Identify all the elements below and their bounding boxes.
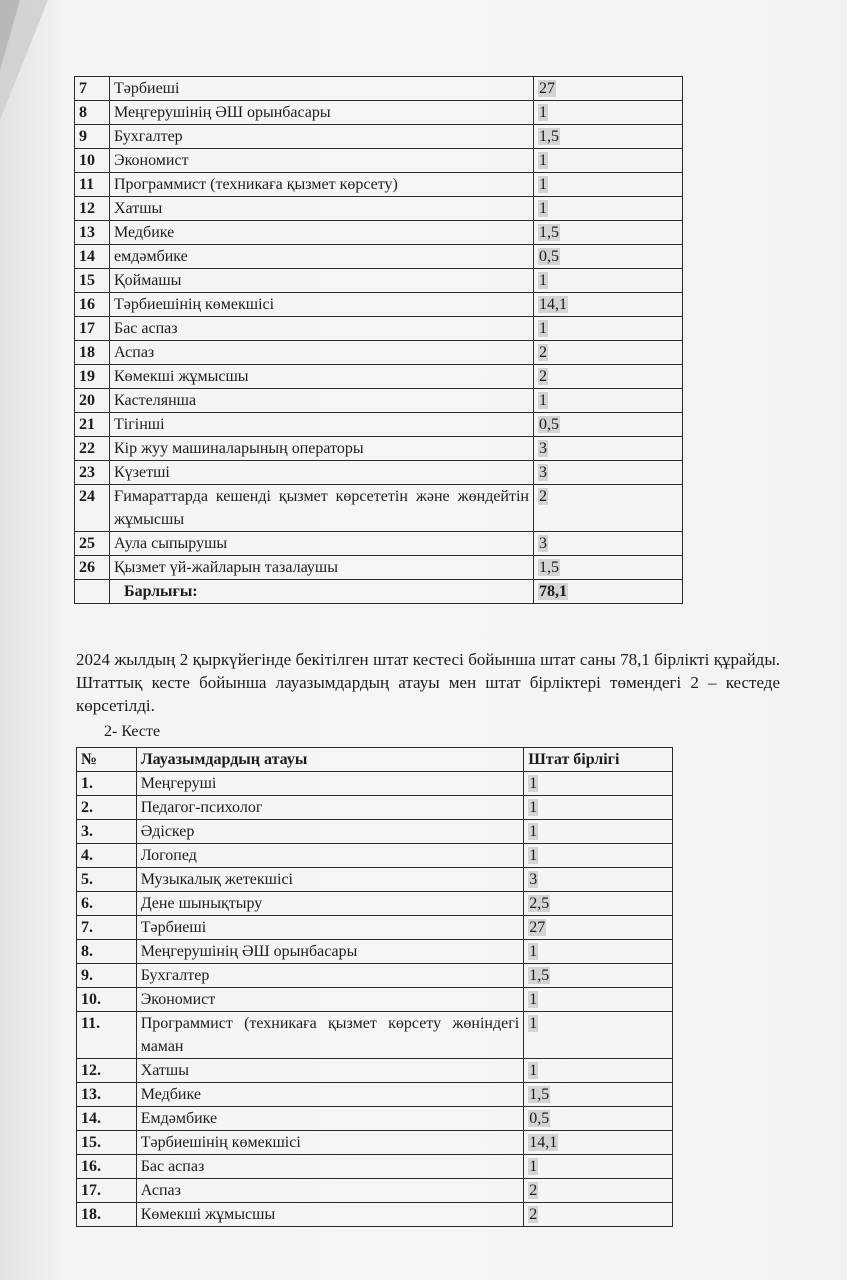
header-position-name: Лауазымдардың атауы [136,748,524,772]
staff-units-cell [524,1203,673,1227]
position-name: Ғимараттарда кешенді қызмет көрсететін және жөндейтін жұмысшы [110,485,534,532]
header-staff-units: Штат бірлігі [524,748,673,772]
staff-units-value: 1 [529,991,538,1008]
table-row [75,485,683,532]
table-row [77,1059,673,1083]
table-row [75,293,683,317]
row-number: 17. [77,1179,137,1203]
row-number: 10 [75,149,110,173]
total-row [75,580,683,604]
staff-units-value: 1 [539,176,547,193]
staff-units-cell [524,1059,673,1083]
row-number: 22 [75,437,110,461]
row-number: 19 [75,365,110,389]
staff-units-value: 1 [529,943,538,960]
staff-units-cell [524,940,673,964]
table-row [75,269,683,293]
table-caption: 2- Кесте [104,723,161,740]
staff-units-value: 27 [539,80,555,97]
staff-units-cell [524,1179,673,1203]
position-name: Программист (техникаға қызмет көрсету жөніндегі маман [136,1012,524,1059]
table-row [75,437,683,461]
row-number: 16. [77,1155,137,1179]
row-number: 13 [75,221,110,245]
row-number: 23 [75,461,110,485]
total-cell [534,580,683,604]
table-row [77,796,673,820]
staff-units-value: 2 [529,1182,538,1199]
staff-units-value: 1 [529,823,538,840]
staff-units-cell [534,485,683,532]
row-number: 10. [77,988,137,1012]
table-row [77,916,673,940]
total-value: 78,1 [539,583,567,600]
table-row [75,365,683,389]
row-number: 14. [77,1107,137,1131]
staff-units-value: 1 [529,1062,538,1079]
row-number: 20 [75,389,110,413]
header-number: № [77,748,137,772]
position-name: Логопед [136,844,524,868]
staff-units-value: 1 [529,1158,538,1175]
position-name: Аула сыпырушы [110,532,534,556]
table-row [75,532,683,556]
row-number: 4. [77,844,137,868]
table-row [77,964,673,988]
table-row [75,221,683,245]
row-number: 6. [77,892,137,916]
position-name: Кір жуу машиналарының операторы [110,437,534,461]
staff-units-cell [534,293,683,317]
position-name: Емдәмбике [136,1107,524,1131]
row-number: 14 [75,245,110,269]
table-row [75,197,683,221]
position-name: Меңгерушінің ӘШ орынбасары [136,940,524,964]
staff-units-value: 0,5 [529,1110,550,1127]
staff-units-cell [534,149,683,173]
table-row [77,1107,673,1131]
table-row [75,461,683,485]
staff-table-body [75,77,683,604]
staff-units-value: 1 [539,200,547,217]
staff-units-cell [524,1155,673,1179]
position-name: Экономист [136,988,524,1012]
folded-corner [0,0,20,70]
staff-units-value: 1,5 [539,559,559,576]
staff-units-cell [534,221,683,245]
position-name: Программист (техникаға қызмет көрсету) [110,173,534,197]
table-row [75,245,683,269]
staff-units-cell [524,772,673,796]
staff-units-cell [534,461,683,485]
table-row [77,868,673,892]
position-name: Аспаз [136,1179,524,1203]
row-number: 9 [75,125,110,149]
position-name: Музыкалық жетекшісі [136,868,524,892]
staff-units-value: 1 [539,272,547,289]
table-row [75,101,683,125]
staff-units-cell [524,820,673,844]
staff-units-value: 3 [529,871,538,888]
row-number: 7. [77,916,137,940]
staff-units-cell [524,964,673,988]
table-row [75,149,683,173]
position-name: Бухгалтер [136,964,524,988]
row-number: 8. [77,940,137,964]
staff-units-cell [534,77,683,101]
staff-units-cell [534,101,683,125]
position-name: Тәрбиешінің көмекшісі [136,1131,524,1155]
staff-units-cell [524,1083,673,1107]
row-number: 9. [77,964,137,988]
position-name: Көмекші жұмысшы [136,1203,524,1227]
staff-units-value: 2 [539,368,547,385]
table-row [77,892,673,916]
staff-units-value: 1 [539,152,547,169]
staff-units-cell [534,413,683,437]
table-row [75,125,683,149]
row-number: 2. [77,796,137,820]
staff-units-value: 0,5 [539,416,559,433]
staff-units-cell [524,1131,673,1155]
staff-units-cell [534,341,683,365]
staff-units-value: 2 [539,344,547,361]
staff-units-value: 1 [539,392,547,409]
table-header-row [77,748,673,772]
position-name: Педагог-психолог [136,796,524,820]
staff-units-cell [534,317,683,341]
position-name: Хатшы [136,1059,524,1083]
total-label: Барлығы: [110,580,534,604]
staff-units-cell [534,173,683,197]
row-number: 16 [75,293,110,317]
staff-units-value: 14,1 [529,1134,558,1151]
row-number: 25 [75,532,110,556]
staff-units-cell [534,365,683,389]
position-name: Меңгерушінің ӘШ орынбасары [110,101,534,125]
row-number: 18. [77,1203,137,1227]
staff-units-cell [534,532,683,556]
staff-units-cell [534,269,683,293]
table-row [77,1083,673,1107]
staff-units-value: 3 [539,535,547,552]
table-row [75,77,683,101]
row-number: 1. [77,772,137,796]
staff-units-value: 1,5 [529,1086,550,1103]
staff-units-value: 1 [529,847,538,864]
staff-units-cell [534,245,683,269]
staff-units-cell [524,868,673,892]
row-number: 13. [77,1083,137,1107]
staff-units-value: 3 [539,464,547,481]
row-number: 15. [77,1131,137,1155]
staff-units-value: 1 [539,104,547,121]
position-name: Экономист [110,149,534,173]
positions-table-body [77,748,673,1227]
row-number: 12 [75,197,110,221]
staff-units-cell [534,125,683,149]
staff-units-value: 3 [539,440,547,457]
total-empty-cell [75,580,110,604]
table-row [75,173,683,197]
position-name: Хатшы [110,197,534,221]
position-name: емдәмбике [110,245,534,269]
position-name: Бухгалтер [110,125,534,149]
position-name: Күзетші [110,461,534,485]
staff-units-cell [534,197,683,221]
table-row [75,389,683,413]
position-name: Дене шынықтыру [136,892,524,916]
row-number: 11 [75,173,110,197]
row-number: 11. [77,1012,137,1059]
staff-units-value: 1,5 [539,224,559,241]
position-name: Тәрбиеші [136,916,524,940]
staff-units-value: 2 [539,488,547,505]
position-name: Аспаз [110,341,534,365]
position-name: Бас аспаз [110,317,534,341]
table-row [77,988,673,1012]
position-name: Медбике [136,1083,524,1107]
table-row [77,820,673,844]
table-row [75,556,683,580]
position-name: Кастелянша [110,389,534,413]
table-row [77,940,673,964]
staff-units-value: 1 [539,320,547,337]
row-number: 15 [75,269,110,293]
staff-units-cell [534,389,683,413]
row-number: 8 [75,101,110,125]
row-number: 24 [75,485,110,532]
position-name: Көмекші жұмысшы [110,365,534,389]
staff-units-value: 2 [529,1206,538,1223]
table-row [77,1012,673,1059]
table-row [75,413,683,437]
staff-units-value: 14,1 [539,296,567,313]
staff-units-value: 0,5 [539,248,559,265]
staff-units-cell [524,916,673,940]
row-number: 12. [77,1059,137,1083]
staff-units-value: 1,5 [539,128,559,145]
row-number: 18 [75,341,110,365]
staff-units-cell [534,437,683,461]
position-name: Тәрбиешінің көмекшісі [110,293,534,317]
table-row [77,1155,673,1179]
row-number: 26 [75,556,110,580]
position-name: Тәрбиеші [110,77,534,101]
row-number: 3. [77,820,137,844]
staff-units-cell [524,1012,673,1059]
table-row [77,844,673,868]
position-name: Әдіскер [136,820,524,844]
staff-units-value: 27 [529,919,546,936]
table-row [77,772,673,796]
positions-table [76,747,673,1227]
table-row [75,317,683,341]
staff-units-value: 1 [529,775,538,792]
position-name: Меңгеруші [136,772,524,796]
table-row [77,1131,673,1155]
staff-units-cell [524,1107,673,1131]
staff-units-cell [524,844,673,868]
table-row [77,1179,673,1203]
row-number: 17 [75,317,110,341]
row-number: 21 [75,413,110,437]
staff-units-cell [524,892,673,916]
staff-units-value: 1 [529,1015,538,1032]
position-name: Қоймашы [110,269,534,293]
position-name: Медбике [110,221,534,245]
table-row [77,1203,673,1227]
staff-units-cell [534,556,683,580]
row-number: 7 [75,77,110,101]
position-name: Бас аспаз [136,1155,524,1179]
staff-units-value: 2,5 [529,895,550,912]
table-row [75,341,683,365]
body-paragraph: 2024 жылдың 2 қыркүйегінде бекітілген штат кестесі бойынша штат саны 78,1 бірлікті құрайды. Штаттық кесте бойынша лауазымдардың атауы мен штат бірліктері төмендегі 2 – кестеде көрсетілді. [76,650,780,715]
staff-units-value: 1,5 [529,967,550,984]
row-number: 5. [77,868,137,892]
staff-table-continued [74,76,683,604]
position-name: Қызмет үй-жайларын тазалаушы [110,556,534,580]
position-name: Тігінші [110,413,534,437]
staff-units-cell [524,988,673,1012]
staff-units-value: 1 [529,799,538,816]
staff-units-cell [524,796,673,820]
